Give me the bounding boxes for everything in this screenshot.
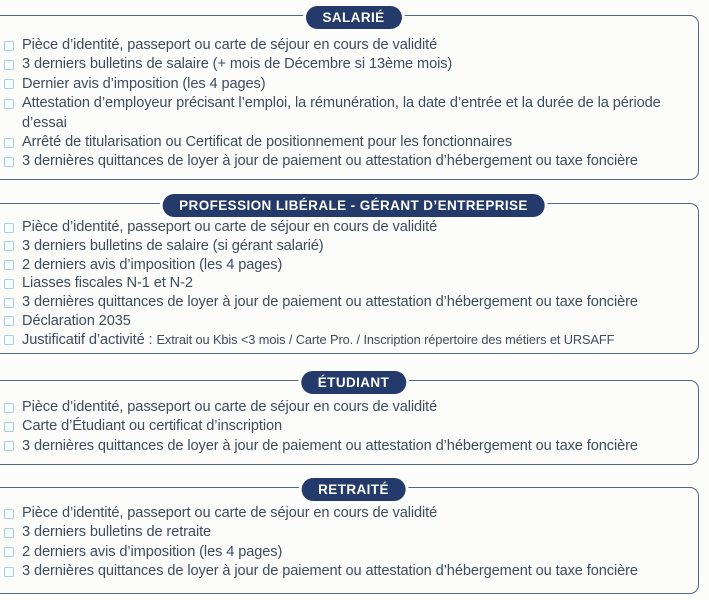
- section-title: SALARIÉ: [322, 10, 385, 25]
- section-title-pill: [301, 478, 406, 501]
- checklist-item: [0, 36, 686, 55]
- checkbox-icon[interactable]: [4, 547, 14, 557]
- checkbox-icon[interactable]: [4, 298, 14, 308]
- checklist: [0, 36, 686, 172]
- item-text: Attestation d’employeur précisant l’emploi, la rémunération, la date d’entrée et la durée de la période d’essai: [22, 95, 661, 131]
- checklist-item: [0, 523, 686, 542]
- checklist-item: [0, 274, 686, 293]
- item-text: Arrêté de titularisation ou Certificat de positionnement pour les fonctionnaires: [22, 134, 513, 151]
- checklist-item: [0, 398, 686, 417]
- item-text: Justificatif d’activité :: [22, 331, 157, 348]
- checklist-item: [0, 331, 686, 350]
- item-text: 3 dernières quittances de loyer à jour de paiement ou attestation d’hébergement ou taxe foncière: [22, 153, 638, 170]
- checkbox-icon[interactable]: [4, 403, 14, 413]
- section-title-pill: [305, 6, 401, 29]
- item-text: Pièce d’identité, passeport ou carte de séjour en cours de validité: [22, 37, 438, 53]
- item-text: 3 derniers bulletins de salaire (+ mois de Décembre si 13ème mois): [22, 56, 453, 73]
- checkbox-icon[interactable]: [4, 422, 14, 432]
- item-text: Dernier avis d’imposition (les 4 pages): [22, 75, 266, 92]
- item-text: Déclaration 2035: [22, 312, 131, 329]
- checkbox-icon[interactable]: [4, 41, 14, 51]
- checkbox-icon[interactable]: [4, 260, 14, 270]
- checkbox-icon[interactable]: [4, 60, 14, 70]
- checkbox-icon[interactable]: [4, 528, 14, 538]
- checkbox-icon[interactable]: [4, 441, 14, 451]
- section-title: PROFESSION LIBÉRALE - GÉRANT D’ENTREPRISE: [179, 198, 528, 213]
- section-title: ÉTUDIANT: [317, 375, 390, 390]
- item-note: Extrait ou Kbis <3 mois / Carte Pro. / Inscription répertoire des métiers et URSAFF: [156, 331, 615, 347]
- checkbox-icon[interactable]: [4, 567, 14, 577]
- checkbox-icon[interactable]: [4, 279, 14, 289]
- checklist-item: [0, 312, 686, 331]
- item-text: Pièce d’identité, passeport ou carte de séjour en cours de validité: [22, 399, 438, 415]
- item-text: 3 derniers bulletins de salaire (si gérant salarié): [22, 237, 324, 254]
- checklist-item: [0, 562, 686, 581]
- checkbox-icon[interactable]: [4, 509, 14, 519]
- checklist-item: [0, 543, 686, 562]
- item-text: 3 derniers bulletins de retraite: [22, 524, 212, 541]
- checkbox-icon[interactable]: [4, 223, 14, 233]
- checklist-item: [0, 218, 686, 237]
- checkbox-icon[interactable]: [4, 79, 14, 89]
- section-salarie: [0, 10, 699, 180]
- checklist-item: [0, 133, 686, 152]
- section-title-pill: [162, 194, 545, 217]
- checkbox-icon[interactable]: [4, 316, 14, 326]
- checklist-item: [0, 293, 686, 312]
- section-retraite: [0, 482, 699, 594]
- item-text: 3 dernières quittances de loyer à jour de paiement ou attestation d’hébergement ou taxe foncière: [22, 294, 638, 311]
- checklist-item: [0, 75, 686, 94]
- checklist-item: [0, 437, 686, 456]
- checkbox-icon[interactable]: [4, 335, 14, 345]
- item-text: 2 derniers avis d’imposition (les 4 pages): [22, 543, 283, 560]
- checklist-item: [0, 417, 686, 436]
- checkbox-icon[interactable]: [4, 138, 14, 148]
- checkbox-icon[interactable]: [4, 99, 14, 109]
- checklist-item: [0, 504, 686, 523]
- checklist-item: [0, 237, 686, 256]
- section-profession-liberale: [0, 198, 699, 354]
- item-text: 2 derniers avis d’imposition (les 4 pages): [22, 256, 283, 273]
- checklist-item: [0, 256, 686, 275]
- item-text: 3 dernières quittances de loyer à jour de paiement ou attestation d’hébergement ou taxe foncière: [22, 437, 638, 454]
- section-title-pill: [301, 371, 406, 394]
- item-text: 3 dernières quittances de loyer à jour de paiement ou attestation d’hébergement ou taxe foncière: [22, 563, 638, 580]
- item-text: Pièce d’identité, passeport ou carte de séjour en cours de validité: [22, 219, 438, 235]
- checklist-item: [0, 94, 686, 133]
- item-text: Liasses fiscales N-1 et N-2: [22, 275, 193, 292]
- checklist: [0, 504, 686, 582]
- checklist-item: [0, 152, 686, 171]
- checklist: [0, 218, 686, 350]
- checklist: [0, 398, 686, 456]
- checkbox-icon[interactable]: [4, 157, 14, 167]
- item-text: Carte d’Étudiant ou certificat d’inscription: [22, 418, 283, 435]
- checkbox-icon[interactable]: [4, 241, 14, 251]
- item-text: Pièce d’identité, passeport ou carte de séjour en cours de validité: [22, 505, 438, 521]
- section-title: RETRAITÉ: [318, 482, 389, 497]
- section-etudiant: [0, 375, 699, 465]
- checklist-item: [0, 55, 686, 74]
